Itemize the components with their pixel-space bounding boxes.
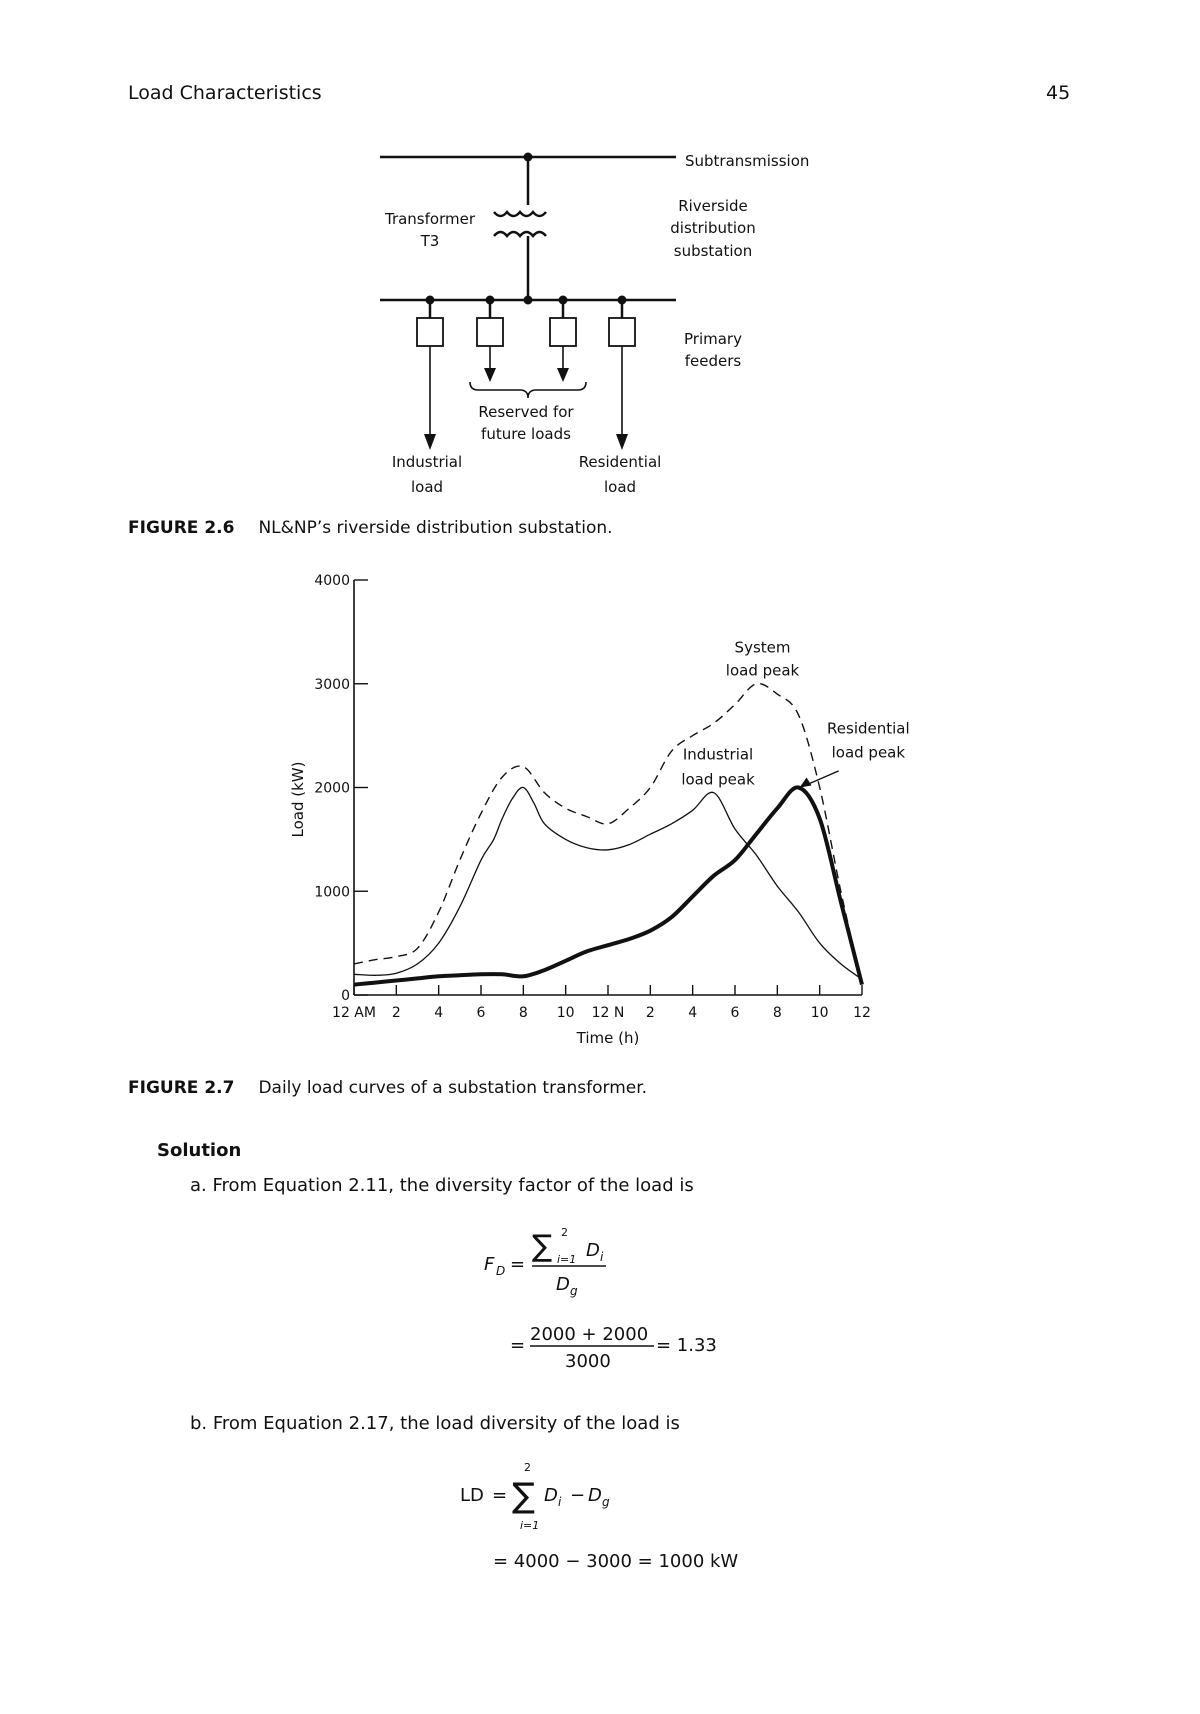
svg-text:−: − bbox=[570, 1485, 586, 1506]
breaker-reserved-2 bbox=[550, 318, 576, 346]
equation-load-diversity bbox=[440, 1455, 760, 1575]
x-tick-label: 8 bbox=[772, 1005, 782, 1021]
label-subtransmission: Subtransmission bbox=[685, 152, 810, 170]
label-feeders-2: feeders bbox=[684, 352, 742, 370]
solution-part-b: b. From Equation 2.17, the load diversity of the load is bbox=[190, 1413, 680, 1434]
label-transformer-1: Transformer bbox=[384, 210, 476, 228]
svg-text:i=1: i=1 bbox=[557, 1253, 577, 1266]
arrow-reserved-2 bbox=[557, 368, 569, 382]
svg-text:2: 2 bbox=[561, 1226, 568, 1239]
svg-text:g: g bbox=[602, 1495, 610, 1509]
svg-text:=: = bbox=[510, 1254, 526, 1275]
annotation-residential-peak-2: load peak bbox=[831, 743, 906, 762]
arrow-residential bbox=[616, 434, 628, 450]
y-tick-label: 1000 bbox=[314, 884, 350, 901]
label-industrial-2: load bbox=[410, 478, 444, 496]
svg-text:D: D bbox=[588, 1485, 602, 1506]
figure-2-7-label: FIGURE 2.7 bbox=[128, 1078, 235, 1098]
x-tick-label: 10 bbox=[556, 1005, 575, 1021]
equation-diversity-factor bbox=[460, 1220, 760, 1372]
label-reserved-1: Reserved for bbox=[478, 403, 574, 421]
label-industrial-1: Industrial bbox=[391, 453, 463, 471]
x-tick-label: 12 AM bbox=[332, 1005, 376, 1021]
annotation-residential-peak-1: Residential bbox=[827, 719, 910, 738]
series-residential-line bbox=[354, 787, 862, 984]
running-head: Load Characteristics bbox=[128, 82, 322, 104]
x-axis-label: Time (h) bbox=[576, 1029, 640, 1047]
svg-text:i=1: i=1 bbox=[520, 1519, 540, 1532]
solution-part-a: a. From Equation 2.11, the diversity factor of the load is bbox=[190, 1175, 694, 1196]
breaker-residential bbox=[609, 318, 635, 346]
x-tick-label: 12 N bbox=[591, 1005, 625, 1021]
svg-text:=: = bbox=[492, 1485, 508, 1506]
figure-2-6-label: FIGURE 2.6 bbox=[128, 518, 235, 538]
substation-diagram bbox=[0, 0, 1200, 520]
load-curve-chart bbox=[0, 560, 1200, 1060]
transformer-secondary-coil bbox=[494, 232, 546, 236]
reserved-brace bbox=[470, 382, 586, 398]
figure-2-7-caption-text: Daily load curves of a substation transformer. bbox=[258, 1078, 648, 1098]
svg-text:∑: ∑ bbox=[512, 1476, 535, 1516]
svg-text:D: D bbox=[544, 1485, 558, 1506]
annotation-industrial-peak-1: Industrial bbox=[682, 745, 754, 764]
svg-text:2: 2 bbox=[524, 1461, 531, 1474]
label-substation-2: distribution bbox=[670, 219, 756, 237]
figure-2-6-caption bbox=[128, 518, 613, 538]
label-substation-3: substation bbox=[673, 242, 753, 260]
svg-text:F: F bbox=[484, 1254, 495, 1275]
x-tick-label: 8 bbox=[518, 1005, 528, 1021]
svg-text:i: i bbox=[600, 1250, 604, 1264]
figure-2-7-caption bbox=[128, 1078, 647, 1098]
svg-text:D: D bbox=[586, 1240, 600, 1261]
svg-text:∑: ∑ bbox=[532, 1229, 553, 1264]
eq1-denominator: 3000 bbox=[565, 1351, 611, 1372]
breaker-reserved-1 bbox=[477, 318, 503, 346]
figure-2-6-caption-text: NL&NP’s riverside distribution substation. bbox=[258, 518, 613, 538]
x-tick-label: 6 bbox=[476, 1005, 486, 1021]
eq2-result: = 4000 − 3000 = 1000 kW bbox=[493, 1551, 739, 1572]
label-reserved-2: future loads bbox=[481, 425, 571, 443]
label-substation-1: Riverside bbox=[678, 197, 748, 215]
svg-text:i: i bbox=[558, 1495, 562, 1509]
x-tick-label: 4 bbox=[434, 1005, 444, 1021]
eq1-result: = 1.33 bbox=[656, 1335, 717, 1356]
solution-heading: Solution bbox=[157, 1140, 242, 1161]
label-feeders-1: Primary bbox=[684, 330, 742, 348]
y-tick-label: 3000 bbox=[314, 676, 350, 693]
annotation-arrow-head bbox=[800, 778, 812, 788]
x-tick-label: 2 bbox=[645, 1005, 655, 1021]
svg-text:=: = bbox=[510, 1335, 526, 1356]
svg-text:g: g bbox=[570, 1284, 578, 1298]
eq1-numerator: 2000 + 2000 bbox=[530, 1324, 649, 1345]
y-tick-label: 2000 bbox=[314, 780, 350, 797]
x-tick-label: 6 bbox=[730, 1005, 740, 1021]
series-system-line bbox=[354, 684, 862, 985]
series-industrial-line bbox=[354, 787, 862, 979]
y-axis-label: Load (kW) bbox=[289, 761, 307, 838]
x-tick-label: 12 bbox=[853, 1005, 871, 1021]
transformer-primary-coil bbox=[494, 212, 546, 216]
y-tick-label: 0 bbox=[341, 988, 350, 1004]
label-residential-1: Residential bbox=[578, 453, 662, 471]
annotation-system-peak-2: load peak bbox=[725, 661, 800, 680]
annotation-system-peak-1: System bbox=[734, 638, 791, 657]
label-transformer-2: T3 bbox=[420, 232, 440, 250]
x-tick-label: 10 bbox=[810, 1005, 829, 1021]
svg-text:LD: LD bbox=[460, 1485, 484, 1506]
svg-text:D: D bbox=[496, 1264, 506, 1278]
svg-text:D: D bbox=[556, 1274, 570, 1295]
arrow-industrial bbox=[424, 434, 436, 450]
y-tick-label: 4000 bbox=[314, 573, 350, 589]
breaker-industrial bbox=[417, 318, 443, 346]
x-tick-label: 2 bbox=[391, 1005, 401, 1021]
label-residential-2: load bbox=[603, 478, 637, 496]
x-tick-label: 4 bbox=[688, 1005, 698, 1021]
page-number: 45 bbox=[1046, 82, 1071, 104]
annotation-industrial-peak-2: load peak bbox=[681, 770, 755, 789]
arrow-reserved-1 bbox=[484, 368, 496, 382]
